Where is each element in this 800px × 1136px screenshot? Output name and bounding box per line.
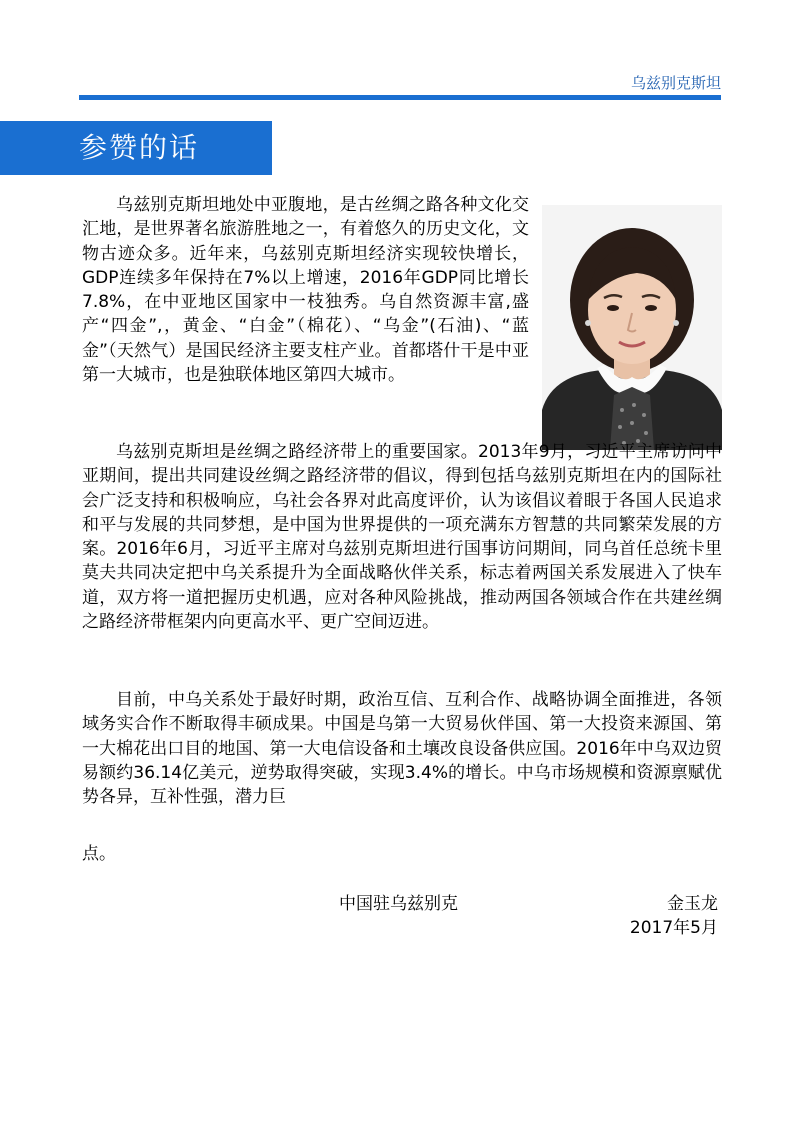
section-title: 参赞的话: [79, 131, 200, 164]
signature-name: 金玉龙: [667, 894, 718, 914]
paragraph-intro: 乌兹别克斯坦地处中亚腹地，是古丝绸之路各种文化交汇地，是世界著名旅游胜地之一，有着悠久的历史文化，文物古迹众多。近年来，乌兹别克斯坦经济实现较快增长，GDP连续多年保持在7%以上增速，2016年GDP同比增长7.8%，在中亚地区国家中一枝独秀。乌自然资源丰富,盛产“四金”,，黄金、“白金”（棉花）、“乌金”(石油)、“蓝金”（天然气）是国民经济主要支柱产业。首都塔什干是中亚第一大城市，也是独联体地区第四大城市。: [82, 195, 529, 386]
signature-organization: 中国驻乌兹别克: [339, 894, 458, 914]
paragraph-silk-road: 乌兹别克斯坦是丝绸之路经济带上的重要国家。2013年9月，习近平主席访问中亚期间，提出共同建设丝绸之路经济带的倡议，得到包括乌兹别克斯坦在内的国际社会广泛支持和积极响应，乌社会各界对此高度评价，认为该倡议着眼于各国人民追求和平与发展的共同梦想，是中国为世界提供的一项充满东方智慧的共同繁荣发展的方案。2016年6月，习近平主席对乌兹别克斯坦进行国事访问期间，同乌首任总统卡里莫夫共同决定把中乌关系提升为全面战略伙伴关系，标志着两国关系发展进入了快车道，双方将一道把握历史机遇，应对各种风险挑战，推动两国各领域合作在共建丝绸之路经济带框架内向更高水平、更广空间迈进。: [82, 442, 722, 633]
paragraph-relations-tail: 点。: [82, 844, 116, 864]
header-divider: [79, 95, 721, 100]
section-title-banner: [0, 121, 272, 175]
signature-date: 2017年5月: [629, 918, 718, 938]
portrait-photo: [542, 205, 722, 450]
portrait-photo-icon: [542, 205, 722, 450]
header-country-label: 乌兹别克斯坦: [630, 74, 721, 92]
paragraph-relations: 目前，中乌关系处于最好时期，政治互信、互利合作、战略协调全面推进，各领域务实合作不断取得丰硕成果。中国是乌第一大贸易伙伴国、第一大投资来源国、第一大棉花出口目的地国、第一大电信设备和土壤改良设备供应国。2016年中乌双边贸易额约36.14亿美元，逆势取得突破，实现3.4%的增长。中乌市场规模和资源禀赋优势各异，互补性强，潜力巨: [82, 690, 722, 808]
